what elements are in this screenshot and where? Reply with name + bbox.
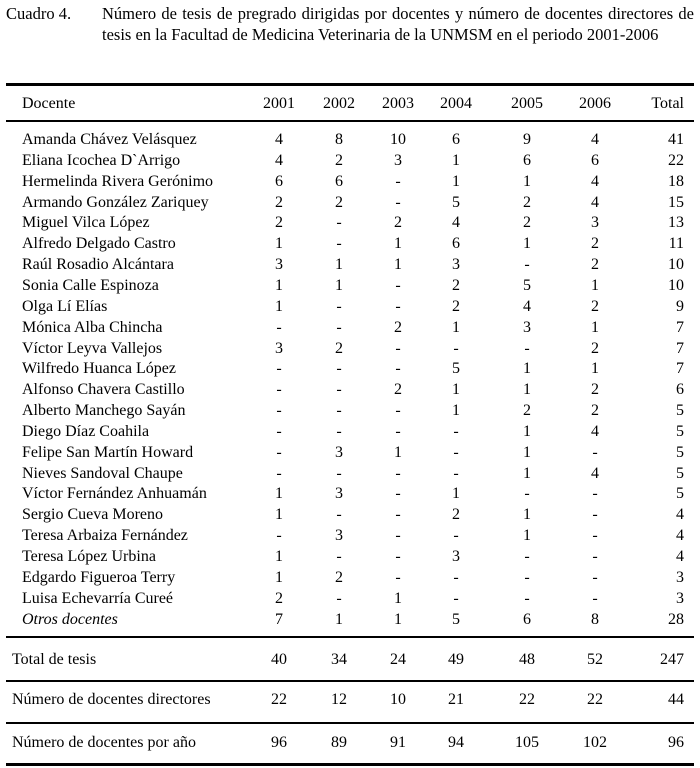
table-row [0,526,700,546]
cell-value: 22 [271,691,287,708]
row-label: Sergio Cueva Moreno [22,506,164,524]
cell-value: 94 [448,734,464,751]
cell-value: 1 [275,548,283,565]
cell-value: 2 [275,589,283,607]
cell-value: 34 [331,651,347,668]
cell-value: 21 [448,691,464,708]
cell-value: 5 [452,360,460,378]
cell-value: - [276,360,282,378]
cell-value: 1 [591,276,599,294]
header-year: 2002 [323,95,355,112]
cell-value: 52 [587,651,603,668]
cell-value: 2 [591,381,599,399]
cell-value: 1 [335,276,343,294]
table-row [0,547,700,567]
row-label: Mónica Alba Chincha [22,318,163,336]
row-label: Sonia Calle Espinoza [22,276,159,294]
cell-value: 48 [519,651,535,668]
cell-value: 6 [335,172,343,190]
cell-value: 91 [390,734,406,751]
cell-value: - [336,464,342,482]
cell-value: 3 [275,339,283,357]
cell-value: - [276,464,282,482]
cell-value: - [395,360,401,378]
header-rule [6,120,694,122]
cell-value: 96 [271,734,287,751]
header-year: 2006 [579,95,611,112]
cell-total: 18 [668,172,684,190]
table-row [0,401,700,421]
cell-value: 5 [523,276,531,294]
table-row [0,443,700,463]
cell-value: 9 [523,131,531,148]
cell-value: 2 [591,339,599,357]
cell-value: - [276,422,282,440]
cell-value: 5 [452,193,460,211]
cell-value: - [276,527,282,545]
header-year: 2005 [511,95,543,112]
cell-total: 5 [676,422,684,440]
cell-value: 2 [452,276,460,294]
cell-value: 1 [335,256,343,274]
cell-value: - [336,589,342,607]
row-label: Número de docentes directores [12,691,211,708]
cell-value: 24 [390,651,406,668]
cell-value: 1 [452,485,460,503]
cell-value: 3 [452,256,460,274]
cell-value: 2 [335,339,343,357]
cell-value: 3 [591,214,599,232]
cell-value: 2 [335,568,343,586]
row-label: Olga Lí Elías [22,297,108,315]
cell-value: - [395,506,401,524]
cell-value: 4 [591,464,599,482]
cell-value: 1 [394,443,402,461]
cell-value: - [592,548,598,565]
row-label: Alberto Manchego Sayán [22,402,186,420]
table-row [0,234,700,254]
header-docente: Docente [22,95,76,112]
cell-value: 2 [394,214,402,232]
cell-value: 2 [452,506,460,524]
cell-value: - [395,464,401,482]
table-row [0,359,700,379]
cell-value: 3 [394,151,402,169]
cell-value: 2 [452,297,460,315]
cell-value: 2 [523,402,531,420]
cell-value: 3 [523,318,531,336]
cell-total: 4 [676,548,684,565]
cell-total: 9 [676,297,684,315]
header-year: 2003 [382,95,414,112]
table-row [0,297,700,317]
cell-total: 41 [668,131,684,148]
row-label: Víctor Fernández Anhuamán [22,485,207,503]
cell-value: - [453,422,459,440]
row-label: Víctor Leyva Vallejos [22,339,163,357]
row-label: Teresa Arbaiza Fernández [22,527,188,545]
cell-value: - [592,527,598,545]
cell-value: 1 [394,256,402,274]
cell-value: 1 [335,610,343,628]
table-row [0,276,700,296]
cell-value: - [592,568,598,586]
cell-value: - [524,589,530,607]
cell-value: 1 [523,381,531,399]
cell-value: - [524,485,530,503]
cell-total: 247 [660,651,684,668]
cell-value: 10 [390,131,406,148]
row-label: Raúl Rosadio Alcántara [22,256,174,274]
cell-value: - [336,422,342,440]
table-row [0,193,700,213]
cell-value: 6 [452,131,460,148]
row-label: Nieves Sandoval Chaupe [22,464,183,482]
cell-value: 1 [523,527,531,545]
cell-value: 3 [275,256,283,274]
cell-value: - [395,172,401,190]
cell-value: 6 [523,610,531,628]
cell-value: 1 [275,506,283,524]
cell-value: - [524,339,530,357]
cell-value: 22 [587,691,603,708]
header-total: Total [651,95,684,112]
table-row [0,339,700,359]
cell-value: - [276,402,282,420]
cell-value: 105 [515,734,539,751]
row-label: Alfredo Delgado Castro [22,235,176,253]
cell-value: 2 [394,318,402,336]
summary-rule [6,722,694,724]
cell-value: 4 [591,422,599,440]
table-row [0,255,700,275]
cell-value: - [336,548,342,565]
cell-value: - [395,402,401,420]
table-row [0,422,700,442]
cell-total: 22 [668,151,684,169]
cell-value: 2 [523,193,531,211]
cell-value: - [336,360,342,378]
cell-value: 89 [331,734,347,751]
cell-total: 96 [668,734,684,751]
cell-value: - [524,568,530,586]
cell-value: - [592,485,598,503]
summary-row [0,690,700,710]
table-header [0,94,700,114]
cell-value: - [395,485,401,503]
cell-value: 1 [523,506,531,524]
cell-value: - [453,568,459,586]
cell-total: 5 [676,485,684,503]
row-label: Armando González Zariquey [22,193,209,211]
row-label: Otros docentes [22,610,118,628]
cell-value: 1 [394,235,402,253]
row-label: Felipe San Martín Howard [22,443,194,461]
table-row [0,464,700,484]
cell-value: - [395,276,401,294]
cell-value: 5 [452,610,460,628]
row-label: Eliana Icochea D`Arrigo [22,151,181,169]
cell-value: 1 [394,589,402,607]
cell-total: 11 [668,235,684,253]
cell-value: 1 [452,381,460,399]
cell-total: 3 [676,568,684,586]
cell-value: 6 [275,172,283,190]
cell-total: 3 [676,589,684,607]
cell-value: - [453,339,459,357]
cell-value: - [524,548,530,565]
cell-total: 5 [676,443,684,461]
row-label: Hermelinda Rivera Gerónimo [22,172,214,190]
caption-text: Número de tesis de pregrado dirigidas por docentes y número de docentes directores de tesis en la Facultad de Medicina Veterinaria de la UNMSM en el periodo 2001-2006 [102,4,694,44]
cell-value: - [276,381,282,399]
cell-value: 1 [275,297,283,315]
cell-value: 49 [448,651,464,668]
cell-total: 7 [676,339,684,357]
row-label: Luisa Echevarría Cureé [22,589,174,607]
cell-value: 4 [591,131,599,148]
cell-value: 4 [591,193,599,211]
cell-value: - [395,568,401,586]
cell-total: 4 [676,506,684,524]
cell-value: 4 [523,297,531,315]
cell-value: 22 [519,691,535,708]
header-year: 2001 [263,95,295,112]
bottom-rule [6,763,694,766]
row-label: Número de docentes por año [12,734,196,751]
cell-value: - [395,339,401,357]
cell-value: - [592,506,598,524]
cell-value: 2 [591,235,599,253]
cell-total: 28 [668,610,684,628]
row-label: Miguel Vilca López [22,214,150,232]
cell-value: 8 [335,131,343,148]
cell-value: - [395,193,401,211]
table-row [0,380,700,400]
cell-total: 10 [668,276,684,294]
row-label: Wilfredo Huanca López [22,360,176,378]
cell-value: 2 [275,214,283,232]
cell-value: 1 [452,172,460,190]
cell-total: 4 [676,527,684,545]
cell-value: 1 [452,151,460,169]
cell-value: - [395,297,401,315]
row-label: Alfonso Chavera Castillo [22,381,185,399]
cell-value: 1 [394,610,402,628]
cell-value: 3 [335,485,343,503]
cell-value: - [453,464,459,482]
row-label: Diego Díaz Coahila [22,422,150,440]
cell-value: - [276,318,282,336]
caption-label: Cuadro 4. [6,4,72,23]
cell-value: 3 [335,527,343,545]
cell-value: - [336,318,342,336]
summary-rule [6,680,694,682]
table-row [0,213,700,233]
cell-total: 15 [668,193,684,211]
table-row [0,151,700,171]
cell-value: 1 [523,464,531,482]
cell-value: 1 [523,443,531,461]
cell-value: 1 [452,318,460,336]
cell-value: 4 [275,131,283,148]
cell-value: 3 [452,548,460,565]
cell-value: 2 [275,193,283,211]
cell-total: 13 [668,214,684,232]
cell-value: 2 [591,402,599,420]
row-label: Edgardo Figueroa Terry [22,568,176,586]
cell-value: 2 [335,151,343,169]
row-label: Amanda Chávez Velásquez [22,131,197,148]
cell-value: 1 [452,402,460,420]
header-year: 2004 [440,95,472,112]
cell-value: 6 [452,235,460,253]
cell-value: 1 [275,485,283,503]
cell-total: 5 [676,402,684,420]
cell-total: 7 [676,318,684,336]
cell-value: 2 [523,214,531,232]
cell-value: 1 [523,360,531,378]
cell-value: 6 [591,151,599,169]
cell-value: - [395,527,401,545]
summary-rule [6,636,694,638]
table-row [0,172,700,192]
cell-value: - [276,443,282,461]
cell-value: 2 [335,193,343,211]
cell-value: 4 [275,151,283,169]
table-row [0,505,700,525]
cell-value: 1 [523,422,531,440]
cell-value: 40 [271,651,287,668]
cell-value: 1 [275,276,283,294]
cell-value: 4 [591,172,599,190]
table-row [0,484,700,504]
cell-total: 5 [676,464,684,482]
cell-value: 10 [390,691,406,708]
cell-total: 10 [668,256,684,274]
cell-value: - [336,381,342,399]
table-row [0,568,700,588]
cell-value: - [336,402,342,420]
cell-total: 44 [668,691,684,708]
cell-value: - [336,506,342,524]
cell-value: 2 [591,297,599,315]
cell-value: - [592,589,598,607]
table-row [0,589,700,609]
cell-value: 12 [331,691,347,708]
cell-value: - [395,548,401,565]
cell-value: - [524,256,530,274]
cell-value: 1 [523,235,531,253]
row-label: Total de tesis [12,651,97,668]
cell-value: 1 [275,568,283,586]
cell-total: 6 [676,381,684,399]
cell-value: 1 [591,360,599,378]
cell-value: - [453,589,459,607]
cell-value: 1 [275,235,283,253]
cell-value: 2 [591,256,599,274]
table-row [0,610,700,630]
cell-value: - [336,235,342,253]
cell-value: 6 [523,151,531,169]
cell-value: 1 [591,318,599,336]
cell-value: - [453,527,459,545]
cell-value: - [592,443,598,461]
table-row [0,130,700,150]
cell-value: 1 [523,172,531,190]
summary-row [0,733,700,753]
table-row [0,318,700,338]
cell-value: 8 [591,610,599,628]
cell-value: 7 [275,610,283,628]
cell-total: 7 [676,360,684,378]
cell-value: - [336,297,342,315]
cell-value: - [336,214,342,232]
row-label: Teresa López Urbina [22,548,156,565]
summary-row [0,650,700,670]
cell-value: - [395,422,401,440]
cell-value: - [453,443,459,461]
top-rule [6,83,694,86]
cell-value: 4 [452,214,460,232]
cell-value: 2 [394,381,402,399]
cell-value: 3 [335,443,343,461]
cell-value: 102 [583,734,607,751]
